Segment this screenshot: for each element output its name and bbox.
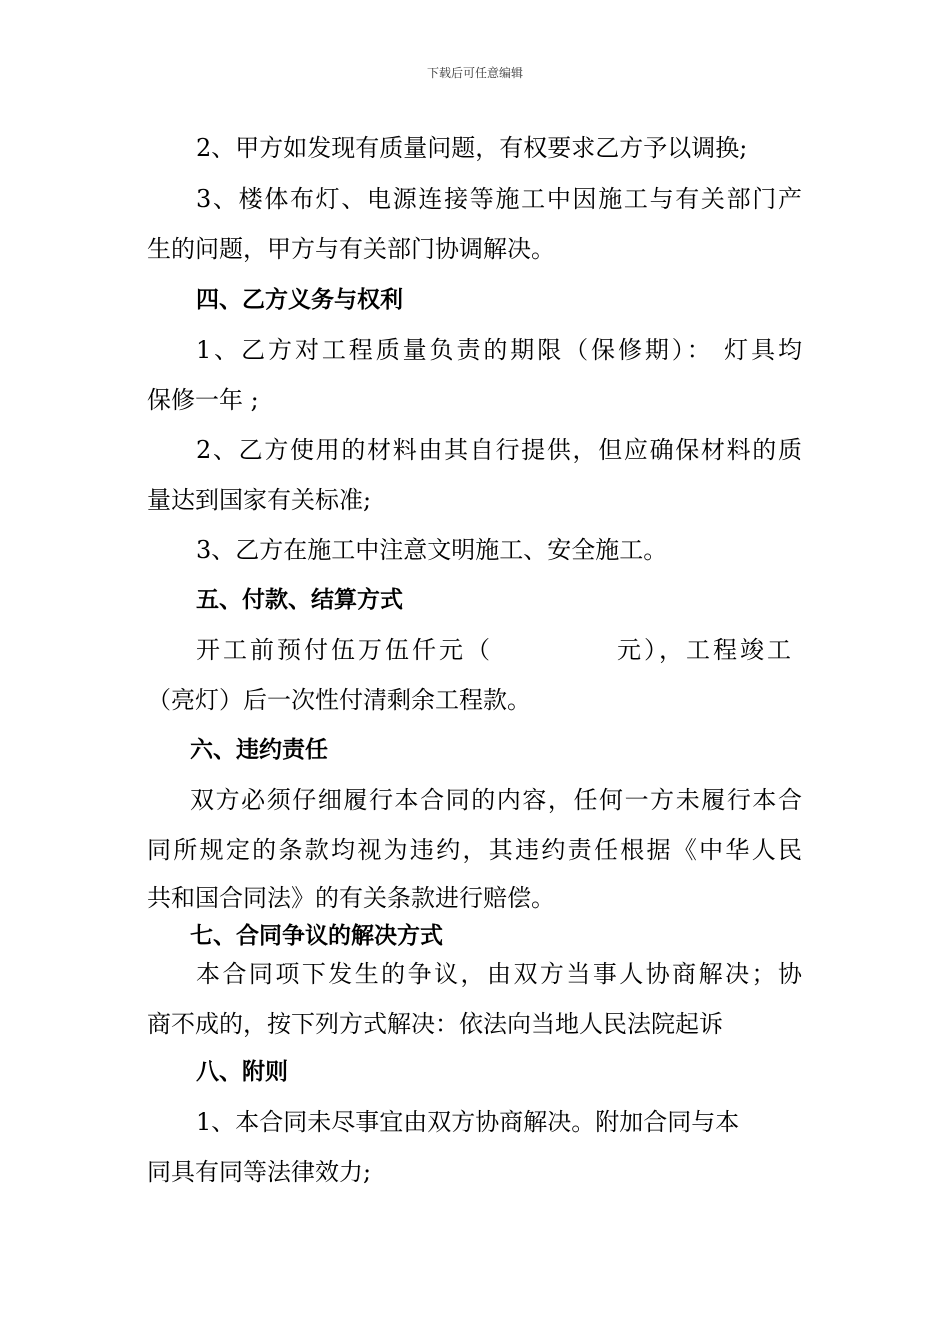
text-line: 1、乙方对工程质量负责的期限（保修期）： 灯具均 xyxy=(196,336,802,364)
text-line: （亮灯）后一次性付清剩余工程款。 xyxy=(147,686,531,714)
text-line: 生的问题，甲方与有关部门协调解决。 xyxy=(147,235,555,263)
text-line: 开工前预付伍万伍仟元（ xyxy=(196,636,493,664)
text-line: 元），工程竣工 xyxy=(617,636,794,664)
section-heading: 五、付款、结算方式 xyxy=(196,587,403,613)
text-line: 1、本合同未尽事宜由双方协商解决。附加合同与本 xyxy=(196,1108,740,1136)
text-line: 商不成的，按下列方式解决：依法向当地人民法院起诉 xyxy=(147,1010,723,1038)
text-line: 2、甲方如发现有质量问题，有权要求乙方予以调换; xyxy=(196,134,748,162)
text-line: 保修一年 ; xyxy=(147,386,259,414)
section-heading: 八、附则 xyxy=(196,1059,288,1085)
page-header: 下载后可任意编辑 xyxy=(426,66,523,80)
text-line: 3、楼体布灯、电源连接等施工中因施工与有关部门产 xyxy=(196,185,802,213)
text-line: 同具有同等法律效力; xyxy=(147,1158,372,1186)
section-heading: 七、合同争议的解决方式 xyxy=(190,923,443,949)
text-line: 共和国合同法》的有关条款进行赔偿。 xyxy=(147,884,555,912)
text-line: 量达到国家有关标准; xyxy=(147,486,372,514)
text-line: 本合同项下发生的争议，由双方当事人协商解决；协 xyxy=(196,960,802,988)
section-heading: 六、违约责任 xyxy=(190,737,328,763)
text-line: 同所规定的条款均视为违约，其违约责任根据《中华人民 xyxy=(147,836,802,864)
text-line: 3、乙方在施工中注意文明施工、安全施工。 xyxy=(196,536,668,564)
section-heading: 四、乙方义务与权利 xyxy=(196,287,403,313)
text-line: 双方必须仔细履行本合同的内容，任何一方未履行本合 xyxy=(190,786,802,814)
text-line: 2、乙方使用的材料由其自行提供，但应确保材料的质 xyxy=(196,436,802,464)
